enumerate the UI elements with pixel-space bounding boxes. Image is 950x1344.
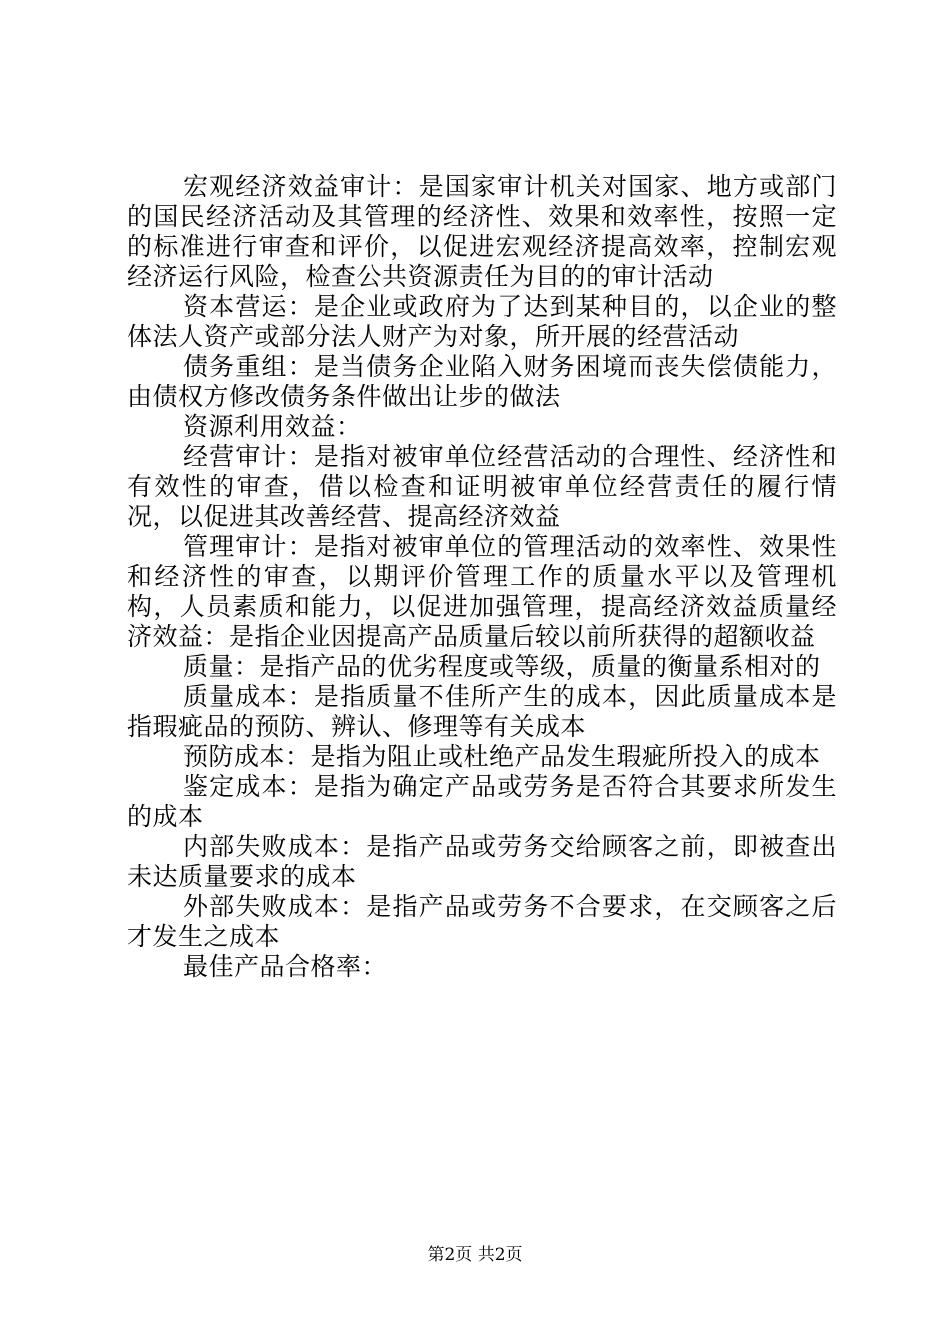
paragraph-external-failure-cost: 外部失败成本：是指产品或劳务不合要求，在交顾客之后才发生之成本 <box>127 892 837 951</box>
paragraph-appraisal-cost: 鉴定成本：是指为确定产品或劳务是否符合其要求所发生的成本 <box>127 772 837 831</box>
paragraph-debt-restructuring: 债务重组：是当债务企业陷入财务困境而丧失偿债能力，由债权方修改债务条件做出让步的做法 <box>127 352 837 411</box>
paragraph-quality-cost: 质量成本：是指质量不佳所产生的成本，因此质量成本是指瑕疵品的预防、辨认、修理等有关成本 <box>127 682 837 741</box>
paragraph-quality: 质量：是指产品的优劣程度或等级，质量的衡量系相对的 <box>183 652 821 681</box>
document-body <box>127 172 837 982</box>
paragraph-optimal-pass-rate: 最佳产品合格率： <box>183 952 388 981</box>
paragraph-resource-utilization: 资源利用效益： <box>183 412 362 441</box>
paragraph-operational-audit: 经营审计：是指对被审单位经营活动的合理性、经济性和有效性的审查，借以检查和证明被审单位经营责任的履行情况，以促进其改善经营、提高经济效益 <box>127 442 837 531</box>
paragraph-capital-operation: 资本营运：是企业或政府为了达到某种目的，以企业的整体法人资产或部分法人财产为对象，所开展的经营活动 <box>127 292 837 351</box>
paragraph-macro-audit: 宏观经济效益审计：是国家审计机关对国家、地方或部门的国民经济活动及其管理的经济性、效果和效率性，按照一定的标准进行审查和评价，以促进宏观经济提高效率，控制宏观经济运行风险，检查公共资源责任为目的的审计活动 <box>127 172 837 291</box>
page-number-footer: 第2页 共2页 <box>427 1245 523 1265</box>
paragraph-management-audit: 管理审计：是指对被审单位的管理活动的效率性、效果性和经济性的审查，以期评价管理工作的质量水平以及管理机构，人员素质和能力，以促进加强管理，提高经济效益质量经济效益：是指企业因提高产品质量后较以前所获得的超额收益 <box>127 532 837 651</box>
paragraph-prevention-cost: 预防成本：是指为阻止或杜绝产品发生瑕疵所投入的成本 <box>183 742 821 771</box>
paragraph-internal-failure-cost: 内部失败成本：是指产品或劳务交给顾客之前，即被查出未达质量要求的成本 <box>127 832 837 891</box>
